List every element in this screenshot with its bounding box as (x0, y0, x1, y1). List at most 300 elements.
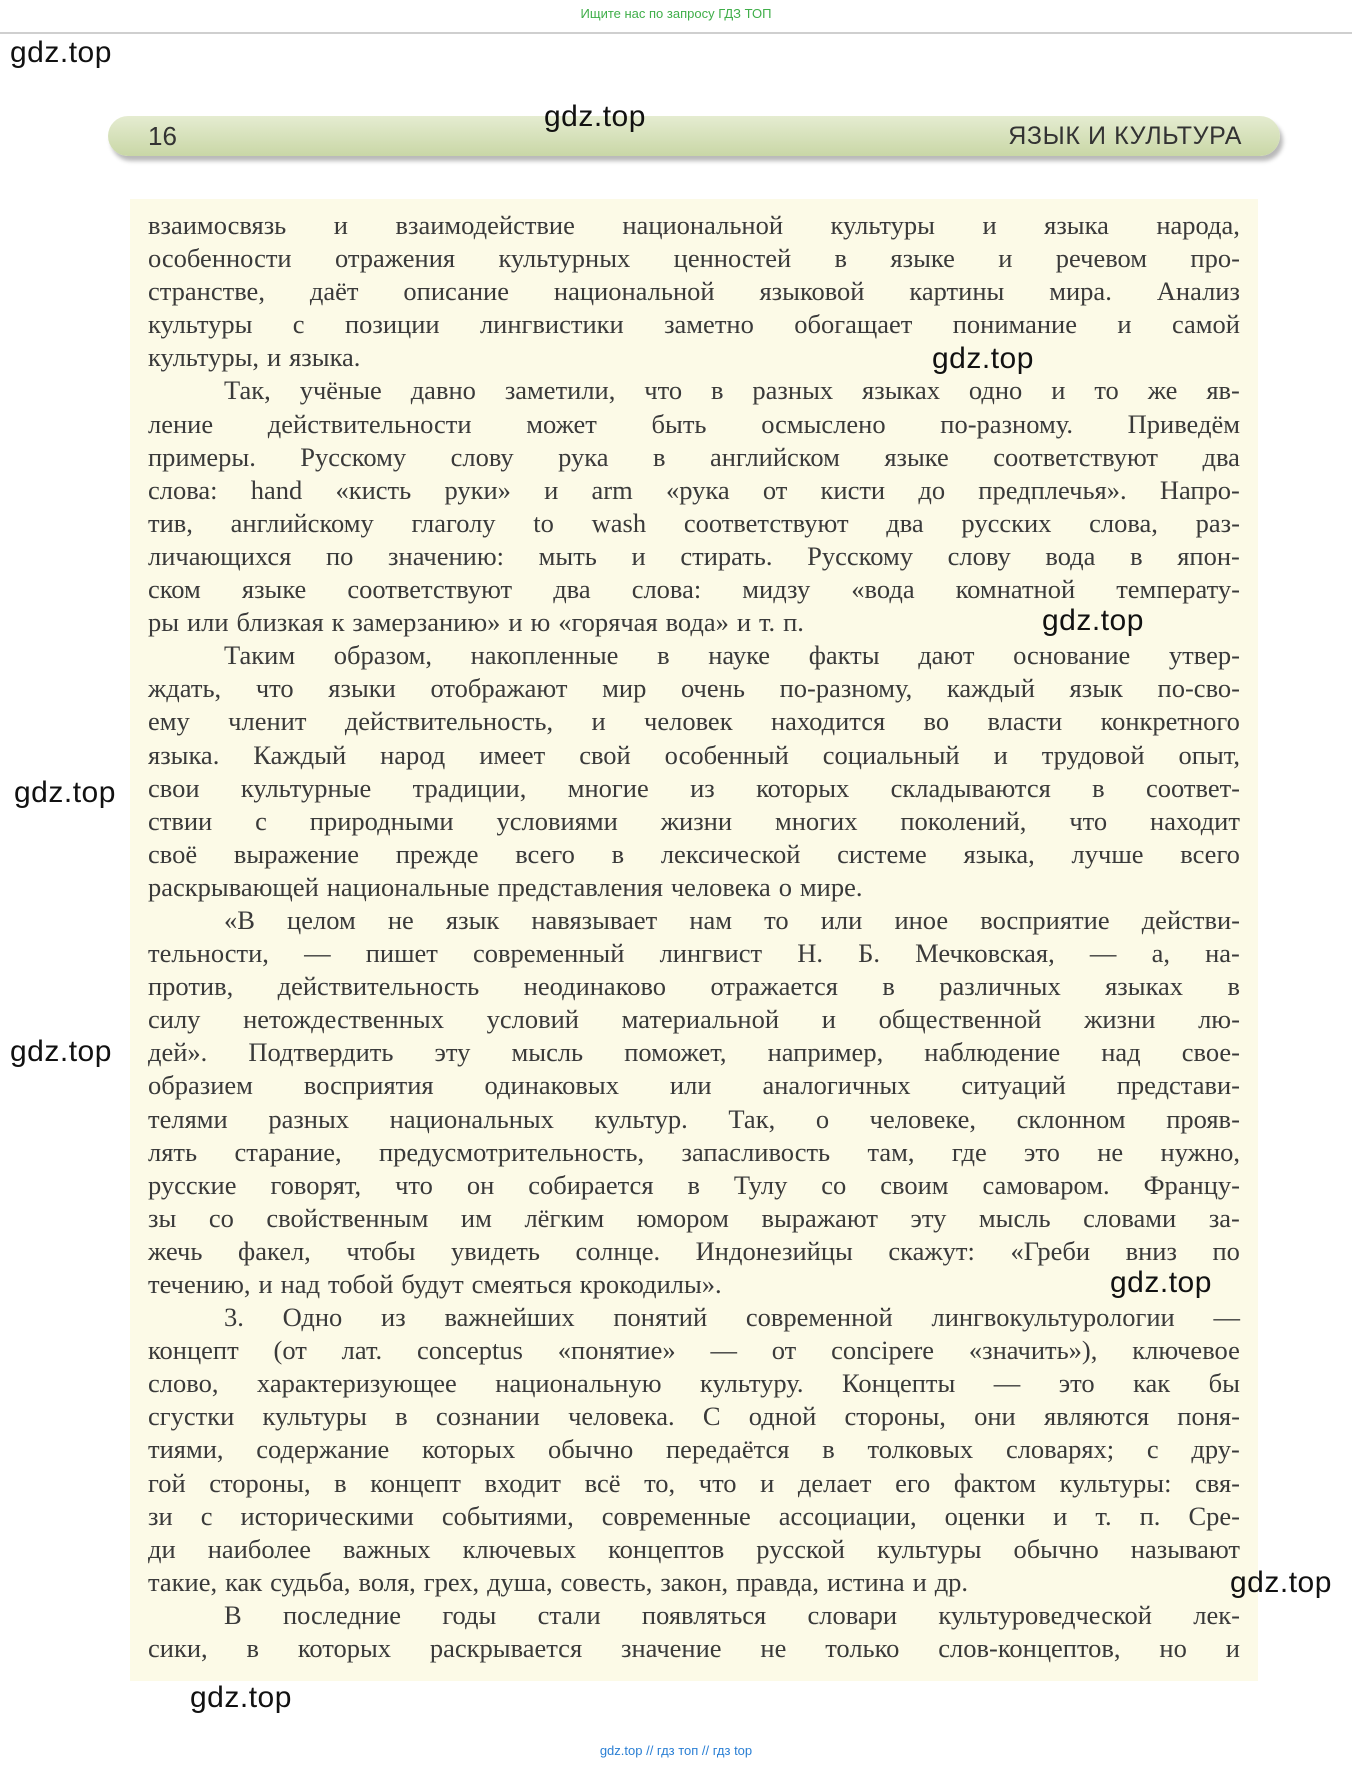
word: это (1058, 1368, 1095, 1399)
word: лингвокультурологии (931, 1302, 1175, 1333)
word: культуры: (1059, 1467, 1172, 1498)
word: пишет (365, 938, 438, 969)
word: навязывает (531, 904, 658, 935)
word: в (1130, 540, 1143, 571)
word: соответ- (1145, 772, 1240, 803)
word: мира. (1049, 276, 1112, 307)
word: основание (1013, 640, 1131, 671)
word: целом (287, 904, 356, 935)
word: науке (708, 640, 771, 671)
word: в (334, 1467, 347, 1498)
word: значению: (388, 540, 505, 571)
word: культурные (240, 772, 372, 803)
word: а, (1151, 938, 1170, 969)
word: в (711, 375, 724, 406)
word: действительность, (344, 706, 554, 737)
word: эту (910, 1202, 947, 1233)
word: системе (837, 838, 927, 869)
text-line (148, 970, 1240, 1003)
word: факел, (238, 1235, 311, 1266)
word: ему (148, 706, 190, 737)
word: примеры. (148, 441, 256, 472)
word: свой (579, 739, 631, 770)
word: яв- (1206, 375, 1240, 406)
word: свои (148, 772, 200, 803)
word: языка. (289, 342, 361, 373)
word: в (1227, 971, 1240, 1002)
text-line (148, 1500, 1240, 1533)
word: общественной (878, 1004, 1042, 1035)
word: 3. (224, 1302, 244, 1333)
word: чтобы (346, 1235, 416, 1266)
word: и (333, 210, 348, 240)
text-line (148, 474, 1240, 507)
word: английскому (230, 507, 374, 538)
word: стороны, (844, 1401, 946, 1432)
word: выражение (233, 838, 360, 869)
word: соответствуют (347, 574, 513, 605)
word: предусмотрительность, (378, 1136, 645, 1167)
word: т. (758, 607, 776, 638)
word: судьба, (270, 1566, 351, 1597)
word: отображают (430, 673, 568, 704)
word: обогащает (794, 309, 913, 340)
word: «кисть (335, 474, 412, 505)
word: про- (1190, 243, 1240, 274)
word: со (821, 1169, 847, 1200)
word: старание, (234, 1136, 342, 1167)
word: сики, (148, 1633, 208, 1664)
word: речевом (1055, 243, 1148, 274)
word: давно (410, 375, 476, 406)
word: даёт (309, 276, 359, 307)
word: многие (567, 772, 649, 803)
word: современные (601, 1500, 751, 1531)
word: которых (421, 1434, 516, 1465)
bottom-banner: gdz.top // гдз топ // гдз top (599, 1743, 753, 1758)
word: неодинаково (523, 971, 667, 1002)
word: ключевых (462, 1533, 577, 1564)
word: о (815, 1103, 830, 1134)
word: русские (148, 1169, 237, 1200)
word: языка, (963, 838, 1035, 869)
word: его (895, 1467, 931, 1498)
word: т. (1095, 1500, 1112, 1531)
word: национальных (389, 1103, 554, 1134)
text-line (148, 1202, 1240, 1235)
word: дают (918, 640, 975, 671)
word: словами (1083, 1202, 1177, 1233)
word: Русскому (300, 441, 407, 472)
word: слова: (148, 474, 218, 505)
word: Францу- (1143, 1169, 1240, 1200)
word: называют (1130, 1533, 1240, 1564)
word: всего (1180, 838, 1240, 869)
word: Индонезийцы (695, 1235, 853, 1266)
word: оценки (944, 1500, 1026, 1531)
word: словарях; (1005, 1434, 1115, 1465)
word: русской (756, 1533, 845, 1564)
text-line (148, 1400, 1240, 1433)
word: — (304, 938, 331, 969)
word: концептов (608, 1533, 725, 1564)
text-line (148, 1566, 1240, 1599)
word: течению, (148, 1269, 251, 1299)
word: позиции (344, 309, 440, 340)
word: действи- (1141, 904, 1240, 935)
word: в (653, 441, 666, 472)
word: то (1094, 375, 1119, 406)
watermark: gdz.top (1042, 604, 1144, 637)
word: рука (558, 441, 609, 472)
word: вода» (665, 607, 729, 638)
word: душа, (487, 1566, 553, 1597)
word: образием (148, 1070, 253, 1101)
text-line (148, 374, 1240, 407)
word: аналогичных (762, 1070, 911, 1101)
word: свое- (1181, 1037, 1240, 1068)
word: сознании (435, 1401, 540, 1432)
word: Русскому (807, 540, 913, 571)
word: arm (591, 474, 633, 505)
word: в (882, 971, 895, 1002)
word: «Греби (1010, 1235, 1091, 1266)
page-number: 16 (148, 121, 177, 151)
word: стирать. (680, 540, 773, 571)
word: над (280, 1269, 321, 1299)
word: обычно (547, 1434, 634, 1465)
word: одно (968, 375, 1023, 406)
text-line (148, 1003, 1240, 1036)
word: современной (745, 1302, 893, 1333)
word: культуры (262, 1401, 367, 1432)
word: национальные (326, 871, 490, 902)
word: которых (297, 1633, 392, 1664)
word: человека. (568, 1401, 675, 1432)
word: образом, (333, 640, 432, 671)
word: совесть, (560, 1566, 653, 1597)
word: культуры, (148, 342, 260, 373)
word: языках (862, 375, 940, 406)
word: культуры (876, 1533, 982, 1564)
word: дру- (1191, 1434, 1240, 1465)
word: жизни (1084, 1004, 1156, 1035)
word: культуры (830, 210, 935, 240)
word: делает (797, 1467, 872, 1498)
word: Так, (224, 375, 271, 406)
word: и (1225, 1633, 1240, 1664)
word: им (460, 1202, 492, 1233)
text-line (148, 871, 1240, 904)
word: п. (783, 607, 804, 638)
text-line (148, 739, 1240, 772)
word: накопленные (470, 640, 619, 671)
word: быть (651, 408, 707, 439)
textbook-page-content (130, 199, 1258, 1681)
word: ю (530, 607, 551, 638)
word: не (760, 1633, 787, 1664)
text-line (148, 540, 1240, 573)
word: культуру. (700, 1368, 804, 1399)
word: и (993, 739, 1008, 770)
word: и (821, 1004, 836, 1035)
word: от (762, 474, 788, 505)
word: по-разному, (779, 673, 913, 704)
word: два (553, 574, 591, 605)
word: фактом (953, 1467, 1037, 1498)
word: или (820, 904, 863, 935)
word: «рука (665, 474, 730, 505)
word: наиболее (207, 1533, 311, 1564)
word: «вода (851, 574, 915, 605)
word: как (1133, 1368, 1171, 1399)
watermark: gdz.top (544, 100, 646, 133)
word: и (258, 1269, 273, 1299)
watermark: gdz.top (932, 342, 1034, 375)
text-line (148, 1467, 1240, 1500)
word: культурных (498, 243, 631, 274)
word: слову (947, 540, 1011, 571)
word: самоваром. (982, 1169, 1110, 1200)
word: учёные (299, 375, 382, 406)
word: соответствуют (993, 441, 1158, 472)
word: будут (401, 1269, 464, 1299)
word: представления (497, 871, 663, 902)
body-text (148, 209, 1240, 1665)
word: языке (884, 441, 949, 472)
word: особенный (664, 739, 789, 770)
word: человек (644, 706, 733, 737)
word: и (998, 243, 1013, 274)
word: одной (748, 1401, 817, 1432)
word: со (208, 1202, 234, 1233)
word: нужно, (1160, 1136, 1240, 1167)
word: словари (807, 1599, 898, 1630)
word: очень (680, 673, 745, 704)
text-line (148, 1301, 1240, 1334)
text-line (148, 1268, 1240, 1301)
word: ление (148, 408, 214, 439)
word: наблюдение (924, 1037, 1061, 1068)
word: языка (1044, 210, 1109, 240)
word: и (912, 1566, 927, 1597)
word: языковой (759, 276, 865, 307)
word: С (702, 1401, 721, 1432)
word: прояв- (1166, 1103, 1240, 1134)
word: языки (328, 673, 396, 704)
text-line (148, 1334, 1240, 1367)
word: материальной (621, 1004, 780, 1035)
word: Б. (858, 938, 880, 969)
word: стороны, (209, 1467, 311, 1498)
word: лю- (1198, 1004, 1240, 1035)
text-line (148, 507, 1240, 540)
word: утвер- (1168, 640, 1240, 671)
watermark: gdz.top (1110, 1266, 1212, 1299)
word: восприятие (980, 904, 1110, 935)
word: ди (148, 1533, 176, 1564)
word: «значить»), (968, 1335, 1098, 1366)
word: они (974, 1401, 1016, 1432)
word: предплечья». (978, 474, 1127, 505)
word: и (1051, 375, 1066, 406)
word: различных (939, 971, 1061, 1002)
word: что (698, 1467, 737, 1498)
text-line (148, 1235, 1240, 1268)
word: понимание (952, 309, 1077, 340)
word: лек- (1193, 1599, 1240, 1630)
word: лингвистики (479, 309, 624, 340)
top-banner: Ищите нас по запросу ГДЗ ТОП (580, 6, 772, 21)
word: бы (1208, 1368, 1240, 1399)
word: мир (602, 673, 647, 704)
word: лексической (660, 838, 801, 869)
word: из (381, 1302, 406, 1333)
word: как (225, 1566, 263, 1597)
word: членит (228, 706, 307, 737)
word: ключевое (1132, 1335, 1240, 1366)
word: это (1024, 1136, 1060, 1167)
word: язык (445, 904, 500, 935)
watermark: gdz.top (190, 1681, 292, 1714)
text-line (148, 1136, 1240, 1169)
word: разных (268, 1103, 350, 1134)
word: что (644, 375, 683, 406)
word: и (1117, 309, 1132, 340)
word: в (657, 640, 670, 671)
word: мысль (511, 1037, 584, 1068)
word: находит (1150, 805, 1240, 836)
word: но (1159, 1633, 1187, 1664)
text-line (148, 1433, 1240, 1466)
word: ситуаций (961, 1070, 1066, 1101)
word: от (771, 1335, 797, 1366)
word: температу- (1116, 574, 1240, 605)
text-line (148, 573, 1240, 606)
word: Приведём (1127, 408, 1240, 439)
word: Анализ (1156, 276, 1240, 307)
text-line (148, 1069, 1240, 1102)
word: являются (1043, 1401, 1150, 1432)
word: власти (987, 706, 1063, 737)
word: — (710, 1335, 737, 1366)
word: не (387, 904, 414, 935)
word: Одно (282, 1302, 343, 1333)
word: слов-концептов, (938, 1633, 1121, 1664)
word: и (544, 474, 559, 505)
text-line (148, 838, 1240, 871)
word: Каждый (253, 739, 347, 770)
word: своим (880, 1169, 949, 1200)
word: на- (1205, 938, 1240, 969)
word: ассоциации, (778, 1500, 917, 1531)
word: национальную (495, 1368, 662, 1399)
text-line (148, 1632, 1240, 1665)
text-line (148, 441, 1240, 474)
word: с (292, 309, 305, 340)
word: др. (934, 1566, 969, 1597)
word: лучше (1071, 838, 1144, 869)
watermark: gdz.top (10, 36, 112, 69)
word: истина (826, 1566, 905, 1597)
word: Таким (224, 640, 296, 671)
word: запасливость (681, 1136, 831, 1167)
word: зы (148, 1202, 177, 1233)
word: над (1101, 1037, 1141, 1068)
word: культур. (594, 1103, 688, 1134)
word: содержание (256, 1434, 390, 1465)
text-line (148, 705, 1240, 738)
word: странстве, (148, 276, 265, 307)
word: поможет, (624, 1037, 727, 1068)
word: мыть (538, 540, 597, 571)
word: зи (148, 1500, 173, 1531)
word: культуроведческой (938, 1599, 1152, 1630)
word: передаётся (666, 1434, 790, 1465)
word: концепт (370, 1467, 461, 1498)
word: где (951, 1136, 987, 1167)
word: Н. (797, 938, 823, 969)
word: конкретного (1100, 706, 1240, 737)
word: комнатной (955, 574, 1076, 605)
word: язык (1069, 673, 1123, 704)
word: значение (620, 1633, 722, 1664)
text-line (148, 937, 1240, 970)
text-line (148, 341, 1240, 374)
word: традиции, (412, 772, 527, 803)
text-line (148, 672, 1240, 705)
word: важнейших (444, 1302, 575, 1333)
word: «В (224, 904, 255, 935)
word: языка. (148, 739, 220, 770)
word: национальной (553, 276, 715, 307)
word: всё (584, 1467, 621, 1498)
word: раскрывающей (148, 871, 319, 902)
word: заметили, (504, 375, 616, 406)
word: каждый (946, 673, 1035, 704)
word: русских (961, 507, 1052, 538)
word: событиями, (441, 1500, 574, 1531)
word: из (690, 772, 715, 803)
text-line (148, 904, 1240, 937)
word: в (834, 243, 848, 274)
word: свя- (1195, 1467, 1240, 1498)
word: ждать, (148, 673, 222, 704)
word: крокодилы». (579, 1269, 722, 1299)
word: не (1097, 1136, 1124, 1167)
word: трудовой (1041, 739, 1145, 770)
word: в (687, 1169, 700, 1200)
word: он (466, 1169, 495, 1200)
word: ры (148, 607, 180, 638)
word: с (200, 1500, 213, 1531)
word: Тулу (733, 1169, 788, 1200)
word: о (778, 871, 792, 902)
word: что (1069, 805, 1108, 836)
text-line (148, 1169, 1240, 1202)
word: социальный (822, 739, 960, 770)
word: лёгким (524, 1202, 605, 1233)
word: (от (273, 1335, 307, 1366)
word: поколений, (900, 805, 1027, 836)
word: и (266, 342, 282, 373)
word: слова, (1089, 507, 1158, 538)
word: и (591, 706, 606, 737)
word: грех, (423, 1566, 480, 1597)
word: сгустки (148, 1401, 235, 1432)
word: лять (148, 1136, 198, 1167)
word: склонном (1016, 1103, 1126, 1134)
